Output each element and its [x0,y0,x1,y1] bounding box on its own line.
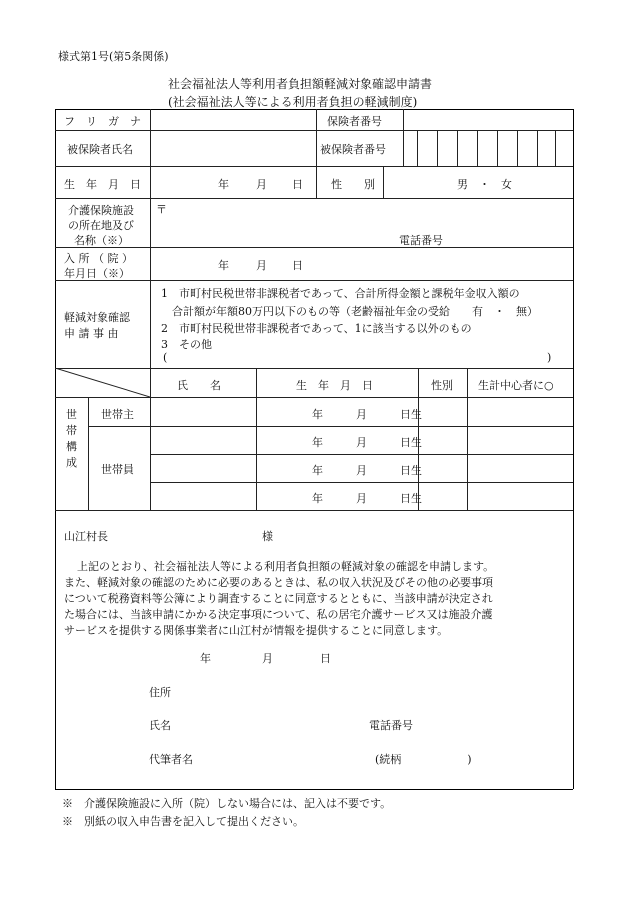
declaration-line-4: た場合には、当該申請にかかる決定事項について、私の居宅介護サービス又は施設介護 [64,608,493,621]
declaration-address-label: 住所 [149,686,171,699]
note-2: ※ 別紙の収入申告書を記入して提出ください。 [62,815,304,828]
table-top-border [55,109,573,110]
declaration-address-input-area[interactable] [180,680,560,700]
insured-number-label: 被保険者番号 [320,143,386,156]
household-side-label-3: 構 [66,440,77,453]
household-row-dob: 年 月 日生 [312,436,422,449]
col-line [383,166,384,198]
household-header-name: 氏 名 [177,379,221,392]
row-line [55,510,573,511]
col-line [316,166,317,198]
facility-input-area[interactable] [170,200,570,230]
row-line [55,130,573,131]
form-number: 様式第1号(第5条関係) [58,50,169,63]
household-header-sex: 性別 [431,379,453,392]
facility-label-line2: の所在地及び [68,219,134,232]
declaration-line-5: サービスを提供する関係事業者に山江村が情報を提供することに同意します。 [64,624,449,637]
reason-paren-open: ( [163,351,168,364]
table-right-border [573,109,574,789]
insurer-number-input-area[interactable] [405,111,571,129]
row-line [88,426,573,427]
household-row-dob: 年 月 日生 [312,492,422,505]
col-line [150,109,151,368]
declaration-line-1: 上記のとおり、社会福祉法人等による利用者負担額の軽減対象の確認を申請します。 [77,560,495,573]
declaration-line-2: また、軽減対象の確認のために必要のあるときは、私の収入状況及びその他の必要事項 [64,576,493,589]
insured-name-input-area[interactable] [152,132,314,165]
dob-year: 年 [218,178,229,191]
note-1: ※ 介護保険施設に入所（院）しない場合には、記入は不要です。 [62,797,392,810]
admission-day: 日 [292,259,303,272]
facility-phone-label: 電話番号 [399,234,443,247]
household-row-dob: 年 月 日生 [312,464,422,477]
row-line [150,454,573,455]
addressee-honorific: 様 [262,530,273,543]
digit-box-line [497,130,498,166]
reason-item-1-line1[interactable]: 1 市町村民税世帯非課税者であって、合計所得金額と課税年金収入額の [161,287,520,300]
declaration-relation-label: (続柄 ) [375,753,472,766]
postal-mark: 〒 [156,203,167,216]
col-line [88,397,89,510]
household-side-label-4: 成 [66,456,77,469]
admission-label-line2: 年月日（※） [64,267,130,280]
row-line [55,198,573,199]
table-left-border [55,109,56,789]
digit-box-line [457,130,458,166]
sex-value[interactable]: 男 ・ 女 [457,178,512,191]
admission-month: 月 [256,259,267,272]
form-title: 社会福祉法人等利用者負担額軽減対象確認申請書 [168,77,433,91]
reason-paren-close: ) [547,351,552,364]
col-line [316,109,317,166]
reason-item-1-line2: 合計額が年額80万円以下のもの等（老齢福祉年金の受給 有 ・ 無） [172,305,538,318]
declaration-date-year: 年 [200,652,211,665]
facility-label-line1: 介護保険施設 [68,204,134,217]
row-line [150,482,573,483]
furigana-label: フ リ ガ ナ [64,115,141,128]
facility-label-line3: 名称（※） [74,234,129,247]
form-subtitle: (社会福祉法人等による利用者負担の軽減制度) [168,95,418,109]
furigana-input-area[interactable] [152,111,314,129]
admission-year: 年 [218,259,229,272]
addressee: 山江村長 [64,530,108,543]
digit-box-line [417,130,418,166]
digit-box-line [537,130,538,166]
admission-label-line1: 入 所 （ 院 ） [64,252,133,265]
dob-day: 日 [292,178,303,191]
row-line [55,280,573,281]
col-line [403,109,404,166]
declaration-date-day: 日 [320,652,331,665]
digit-box-line [437,130,438,166]
sex-label: 性 別 [331,178,375,191]
household-member-label: 世帯員 [101,463,134,476]
insurer-number-label: 保険者番号 [327,115,382,128]
col-line [467,368,468,510]
household-header-dob: 生 年 月 日 [296,379,373,392]
dob-month: 月 [256,178,267,191]
household-side-label-1: 世 [66,408,77,421]
household-side-label-2: 帯 [66,424,77,437]
reason-label-line1: 軽減対象確認 [64,311,130,324]
declaration-name-label: 氏名 [149,719,171,732]
digit-box-line [477,130,478,166]
dob-label: 生 年 月 日 [64,178,141,191]
reason-item-2[interactable]: 2 市町村民税世帯非課税者であって、1に該当する以外のもの [161,322,472,335]
household-header-main-earner: 生計中心者に○ [478,379,554,392]
table-bottom-border [55,789,573,790]
declaration-phone-label: 電話番号 [369,719,413,732]
col-line [150,368,151,510]
digit-box-line [555,130,556,166]
insured-name-label: 被保険者氏名 [67,143,133,156]
reason-other-input-area[interactable] [172,350,542,365]
header-diagonal [55,368,150,397]
row-line [55,397,573,398]
reason-label-line2: 申 請 事 由 [64,327,119,340]
declaration-line-3: について税務資料等公簿により調査することに同意するとともに、当該申請が決定され [64,592,493,605]
col-line [256,368,257,510]
household-head-label: 世帯主 [101,408,134,421]
declaration-date-month: 月 [262,652,273,665]
digit-box-line [517,130,518,166]
reason-item-3[interactable]: 3 その他 [161,338,212,351]
row-line [150,247,573,248]
declaration-proxy-label: 代筆者名 [149,753,193,766]
household-row-dob: 年 月 日生 [312,408,422,421]
row-line [55,166,573,167]
